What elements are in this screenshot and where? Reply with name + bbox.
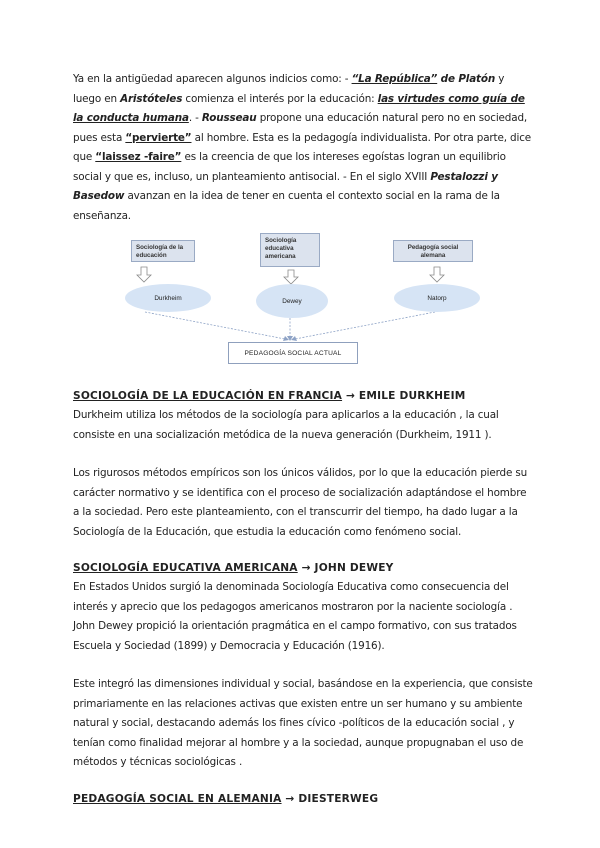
box-pedagogia-social-actual: PEDAGOGÍA SOCIAL ACTUAL [228,342,358,364]
paragraph: En Estados Unidos surgió la denominada Sociología Educativa como consecuencia del interés y aprecio que los pedagogos americanos mostraron por la naciente sociología . John Dewey propició la orientación pragmática en el campo formativo, con sus tratados Escuela y Sociedad (1899) y Democracia y Educación (1916). [73,581,517,652]
paragraph: Los rigurosos métodos empíricos son los únicos válidos, por lo que la educación pierde su carácter normativo y se identifica con el proceso de socialización adaptándose el hombre a la sociedad. Pero este planteamiento, con el transcurrir del tiempo, ha dado lugar a la Sociología de la Educación, que estudia la educación como fenómeno social. [73,467,528,538]
pestalozzi-term: Pestalozzi y Basedow [73,170,498,202]
document-page [73,70,533,809]
intro-text: propone una educación natural pero no en sociedad, pues esta [73,112,528,144]
box-sociologia-educacion: Sociología de la educación [131,240,195,262]
intro-text: es la creencia de que los intereses egoístas logran un equilibrio social y que es, incluso, un planteamiento antisocial. - En el siglo XVIII [73,151,506,183]
heading-author: → DIESTERWEG [281,792,379,805]
down-arrow-1 [137,267,151,282]
heading-text: SOCIOLOGÍA EDUCATIVA AMERICANA [73,562,298,574]
virtudes-term: las virtudes como guía de la conducta humana [73,92,525,124]
box-pedagogia-alemana: Pedagogía social alemana [393,240,473,262]
section-francia [73,386,533,542]
box-sociologia-americana: Sociología educativa americana [260,233,320,267]
diagram [73,230,533,370]
ellipse-natorp: Natorp [394,284,480,312]
rousseau-term: Rousseau [201,112,257,124]
section-heading [73,386,533,406]
down-arrow-3 [430,267,444,282]
intro-text: . - [188,112,202,124]
section-alemania [73,789,533,809]
intro-text: comienza el interés por la educación: [182,92,378,105]
paragraph: Durkheim utiliza los métodos de la sociología para aplicarlos a la educación , la cual consiste en una socialización metódica de la nueva generación (Durkheim, 1911 ). [73,409,499,441]
down-arrow-2 [284,270,298,284]
aristoteles-term: Aristóteles [120,92,183,105]
heading-text: SOCIOLOGÍA DE LA EDUCACIÓN EN FRANCIA [73,390,343,402]
connector-3 [295,312,435,339]
section-heading [73,789,533,809]
intro-text: y luego en [73,73,505,105]
ellipse-durkheim: Durkheim [125,284,211,312]
intro-text: avanzan en la idea de tener en cuenta el contexto social en la rama de la enseñanza. [73,190,500,222]
heading-text: PEDAGOGÍA SOCIAL EN ALEMANIA [73,792,282,805]
section-americana [73,558,533,773]
heading-author: → EMILE DURKHEIM [342,390,466,402]
section-heading [73,558,533,578]
ellipse-dewey: Dewey [256,284,328,318]
connector-1 [145,312,285,339]
intro-text: al hombre. Esta es la pedagogía individualista. Por otra parte, dice que [73,131,532,163]
pervierte-term: “pervierte” [125,131,192,144]
intro-paragraph [73,70,533,226]
intro-text: Ya en la antigüedad aparecen algunos indicios como: - [73,73,352,85]
laissez-faire-term: “laissez -faire” [95,151,182,163]
paragraph: Este integró las dimensiones individual y social, basándose en la experiencia, que consiste primariamente en las relaciones activas que existen entre un ser humano y su ambiente natural y social, destacando además los fines cívico -políticos de la educación social , y tenían como finalidad mejorar al hombre y a la sociedad, aunque propugnaban el uso de métodos y técnicas sociológicas . [73,678,533,768]
connector-2-head [287,336,293,341]
republica-term: “La República” [351,73,438,85]
platon-term: de Platón [437,73,496,85]
heading-author: → JOHN DEWEY [297,562,394,574]
